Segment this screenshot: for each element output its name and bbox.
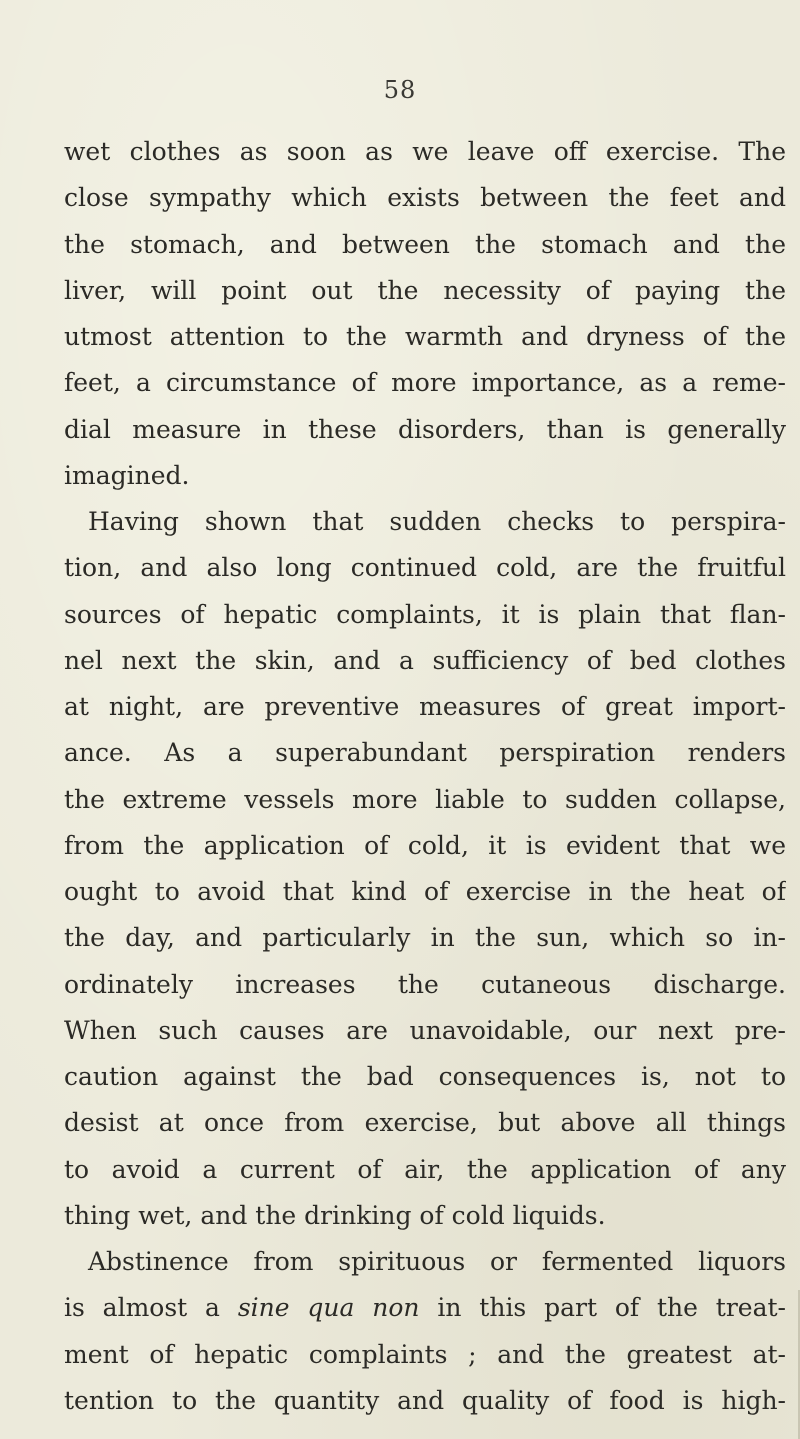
text-line: at night, are preventive measures of great import- (64, 692, 786, 721)
text-line: thing wet, and the drinking of cold liquids. (64, 1200, 606, 1230)
text-line: the extreme vessels more liable to sudden collapse, (64, 784, 786, 814)
text-line: utmost attention to the warmth and dryness of the (64, 322, 786, 351)
text-line: to avoid a current of air, the application of any (64, 1154, 786, 1184)
text-line-latin-phrase (64, 1285, 786, 1331)
body-text (64, 129, 786, 1424)
text-line: imagined. (64, 460, 190, 490)
text-run: is almost a (64, 1293, 238, 1323)
text-line: caution against the bad consequences is, not to (64, 1062, 786, 1091)
text-line: dial measure in these disorders, than is generally (64, 414, 786, 444)
text-line: desist at once from exercise, but above all things (64, 1108, 786, 1138)
text-line: ance. As a superabundant perspiration renders (64, 738, 786, 768)
text-run: in this part of the treat- (419, 1293, 786, 1323)
text-line: Abstinence from spirituous or fermented liquors (88, 1247, 786, 1276)
text-line: feet, a circumstance of more importance, as a reme- (64, 368, 786, 398)
text-line: tion, and also long continued cold, are the fruitful (64, 553, 786, 583)
text-line: nel next the skin, and a sufficiency of bed clothes (64, 645, 786, 675)
text-line: the stomach, and between the stomach and the (64, 229, 786, 259)
text-line: tention to the quantity and quality of food is high- (64, 1385, 786, 1415)
text-line: Having shown that sudden checks to perspira- (88, 507, 786, 536)
latin-phrase: sine qua non (237, 1293, 420, 1323)
text-line: ought to avoid that kind of exercise in the heat of (64, 877, 786, 906)
text-line: ment of hepatic complaints ; and the greatest at- (64, 1339, 786, 1369)
text-line: the day, and particularly in the sun, which so in- (64, 923, 786, 953)
text-line: close sympathy which exists between the feet and (64, 183, 786, 213)
text-line: wet clothes as soon as we leave off exercise. The (64, 137, 786, 166)
text-line: ordinately increases the cutaneous discharge. (64, 969, 786, 999)
page-number: 58 (383, 76, 417, 104)
text-line: from the application of cold, it is evident that we (64, 830, 786, 860)
text-line: liver, will point out the necessity of paying the (64, 275, 786, 305)
text-line: When such causes are unavoidable, our next pre- (64, 1015, 786, 1045)
text-line: sources of hepatic complaints, it is plain that flan- (64, 599, 786, 629)
